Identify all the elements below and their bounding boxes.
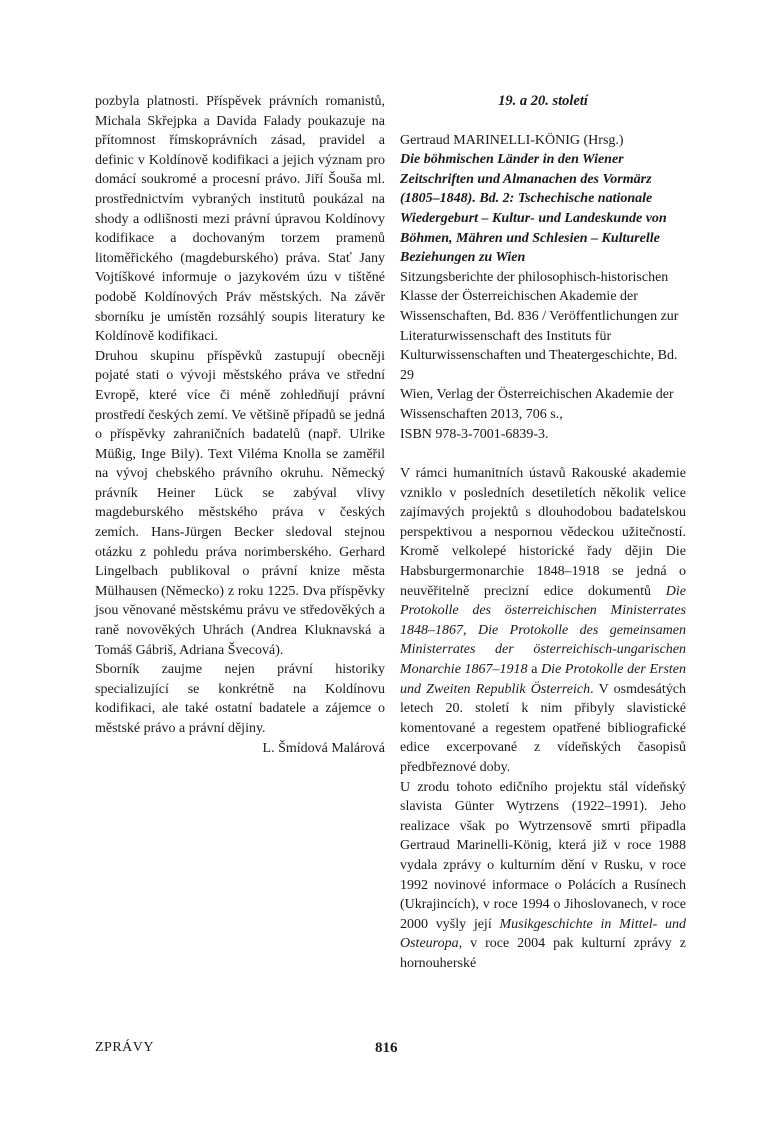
text-run: V rámci humanitních ústavů Rakouské akademie vzniklo v posledních desetiletích několik velice zajímavých projektů s dlouhodobou badatelskou perspektivou a nespornou vědeckou užitečností. Kromě velkolepé historické řady dějin Die Habsburgermonarchie 1848–1918 se jedná o neuvěřitelně precizní edice dokumentů bbox=[400, 466, 686, 599]
text-run: , v roce 2004 pak kulturní zprávy z hornouherské bbox=[400, 936, 686, 971]
italic-title: Die Protokolle des österreichischen Ministerrates 1848–1867 bbox=[400, 583, 686, 638]
paragraph bbox=[400, 464, 686, 778]
text-run: a bbox=[527, 662, 542, 678]
book-series: Sitzungsberichte der philosophisch-historischen Klasse der Österreichischen Akademie der Wissenschaften, Bd. 836 / Veröffentlichungen zur Literaturwissenschaft des Instituts für Kulturwissenschaften und Theatergeschichte, Bd. 29 bbox=[400, 269, 679, 383]
paragraph bbox=[400, 778, 686, 974]
text-run: , bbox=[463, 622, 478, 638]
paragraph: Druhou skupinu příspěvků zastupují obecněji pojaté stati o vývoji městského práva ve střední Evropě, které více či méně zohledňují právní prostředí českých zemí. Ve většině případů se jedná o příspěvky zahraničních badatelů (např. Ulrike Müßig, Inge Bily). Text Viléma Knolla se zaměřil na vývoj chebského právního okruhu. Německý právník Heiner Lück se zabýval vlivy magdeburského městského práva v českých zemích. Hans-Jürgen Becker sledoval stejnou otázku z pohledu práva norimberského. Gerhard Lingelbach publikoval o právní knize města Mülhausen (Německo) z roku 1225. Dva příspěvky jsou věnované městskému právu ve středověkých a raně novověkých Uhrách (Andrea Kluknavská a Tomáš Gábriš, Adriana Švecová). bbox=[95, 348, 385, 658]
paragraph: pozbyla platnosti. Příspěvek právních romanistů, Michala Skřejpka a Davida Falady poukazuje na přítomnost římskoprávních zásad, pravidel a definic v Koldínově kodifikaci a jejich význam pro domácí soukromé a procesní právo. Jiří Šouša ml. prostřednictvím vybraných institutů poukázal na shody a odlišnosti mezi právní úpravou Koldínovy kodifikace a dochovaným torzem pramenů litoměřického (magdeburského) práva. Stať Jany Vojtíškové informuje o jazykovém úzu v tištěné podobě Koldínových Práv městských. Na závěr sborníku je umístěn rozsáhlý soupis literatury ke Koldínově kodifikaci. bbox=[95, 94, 385, 345]
page-number: 816 bbox=[375, 1040, 398, 1056]
text-run: U zrodu tohoto edičního projektu stál vídeňský slavista Günter Wytrzens (1922–1991). Jeho realizace však po Wytrzensově smrti připadla Gertraud Marinelli-König, která již v roce 1988 vydala zprávy o kulturním dění v Rusku, v roce 1992 novinové informace o Polácích a Rusínech (Ukrajincích), v roce 1994 o Jihoslovanech, v roce 2000 vyšly její bbox=[400, 779, 686, 932]
book-author: Gertraud MARINELLI-KÖNIG (Hrsg.) bbox=[400, 132, 624, 148]
left-column bbox=[95, 92, 385, 758]
running-footer: ZPRÁVY bbox=[95, 1040, 155, 1055]
right-column bbox=[400, 92, 686, 974]
book-reference bbox=[400, 131, 686, 445]
section-heading: 19. a 20. století bbox=[498, 93, 588, 109]
italic-title: Die Protokolle der Ersten und Zweiten Republik Österreich bbox=[400, 662, 686, 697]
signature: L. Šmídová Malárová bbox=[262, 740, 385, 756]
paragraph: Sborník zaujme nejen právní historiky specializující se konkrétně na Koldínovu kodifikaci, ale také ostatní badatele a zájemce o městské právo a právní dějiny. bbox=[95, 662, 385, 736]
italic-title: Die Protokolle des gemeinsamen Ministerrates der österreichisch-ungarischen Monarchie 1867–1918 bbox=[400, 622, 687, 678]
book-title: Die böhmischen Länder in den Wiener Zeitschriften und Almanachen des Vormärz (1805–1848). Bd. 2: Tschechische nationale Wiedergeburt – Kultur- und Landeskunde von Böhmen, Mähren und Schlesien – Kulturelle Beziehungen zu Wien bbox=[400, 152, 667, 266]
italic-title: Musikgeschichte in Mittel- und Osteuropa bbox=[400, 916, 686, 952]
book-isbn: ISBN 978-3-7001-6839-3. bbox=[400, 426, 549, 442]
text-run: . V osmdesátých letech 20. století k nim přibyly slavistické komentované a regestem opatřené bibliografické edice excerpované z vídeňských časopisů předbřeznové doby. bbox=[400, 681, 686, 775]
book-publisher: Wien, Verlag der Österreichischen Akademie der Wissenschaften 2013, 706 s., bbox=[400, 387, 674, 422]
